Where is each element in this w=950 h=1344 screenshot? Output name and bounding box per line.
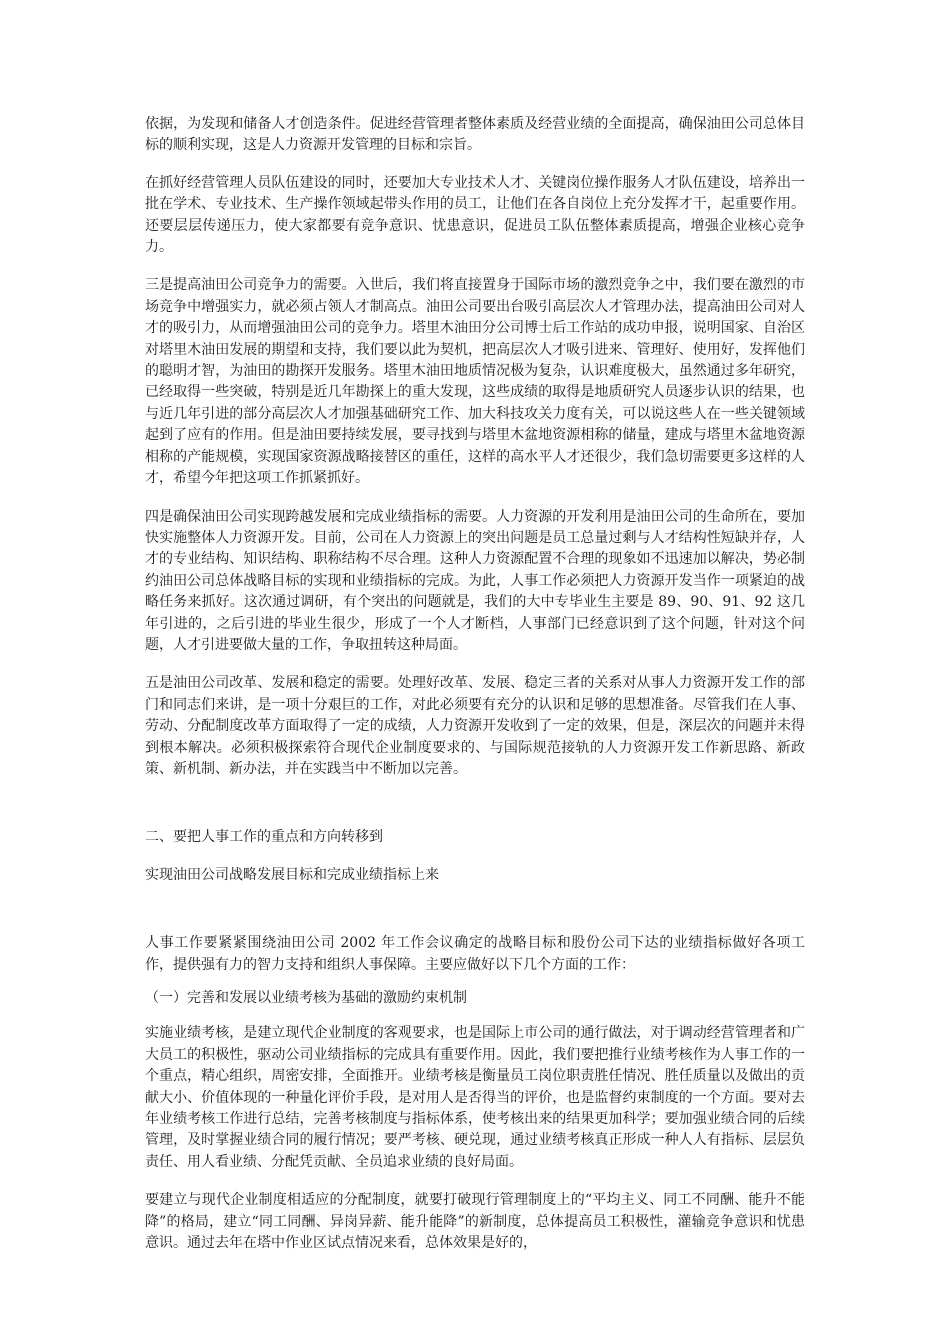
paragraph-5: 五是油田公司改革、发展和稳定的需要。处理好改革、发展、稳定三者的关系对从事人力资源开发工作的部门和同志们来讲，是一项十分艰巨的工作，对此必须要有充分的认识和足够的思想准备。尽管我们在人事、劳动、分配制度改革方面取得了一定的成绩，人力资源开发收到了一定的效果，但是，深层次的问题并未得到根本解决。必须积极探索符合现代企业制度要求的、与国际规范接轨的人力资源开发工作新思路、新政策、新机制、新办法，并在实践当中不断加以完善。 — [145, 675, 805, 777]
section-heading-line-1: 二、要把人事工作的重点和方向转移到 — [145, 829, 383, 846]
section-heading-line-2: 实现油田公司战略发展目标和完成业绩指标上来 — [145, 866, 439, 883]
paragraph-3: 三是提高油田公司竞争力的需要。入世后，我们将直接置身于国际市场的激烈竞争之中，我们要在激烈的市场竞争中增强实力，就必须占领人才制高点。油田公司要出台吸引高层次人才管理办法，提高油田公司对人才的吸引力，从而增强油田公司的竞争力。塔里木油田分公司博士后工作站的成功申报，说明国家、自治区对塔里木油田发展的期望和支持，我们要以此为契机，把高层次人才吸引进来、管理好、使用好，发挥他们的聪明才智，为油田的勘探开发服务。塔里木油田地质情况极为复杂，认识难度极大，虽然通过多年研究，已经取得一些突破，特别是近几年勘探上的重大发现，这些成绩的取得是地质研究人员逐步认识的结果，也与近几年引进的部分高层次人才加强基础研究工作、加大科技攻关力度有关，可以说这些人在一些关键领域起到了应有的作用。但是油田要持续发展，要寻找到与塔里木盆地资源相称的储量，建成与塔里木盆地资源相称的产能规模，实现国家资源战略接替区的重任，这样的高水平人才还很少，我们急切需要更多这样的人才，希望今年把这项工作抓紧抓好。 — [145, 277, 805, 487]
paragraph-4: 四是确保油田公司实现跨越发展和完成业绩指标的需要。人力资源的开发利用是油田公司的生命所在，要加快实施整体人力资源开发。目前，公司在人力资源上的突出问题是员工总量过剩与人才结构性短缺并存，人才的专业结构、知识结构、职称结构不尽合理。这种人力资源配置不合理的现象如不迅速加以解决，势必制约油田公司总体战略目标的实现和业绩指标的完成。为此，人事工作必须把人力资源开发当作一项紧迫的战略任务来抓好。这次通过调研，有个突出的问题就是，我们的大中专毕业生主要是 89、90、91、92 这几年引进的，之后引进的毕业生很少，形成了一个人才断档，人事部门已经意识到了这个问题，针对这个问题，人才引进要做大量的工作，争取扭转这种局面。 — [145, 508, 805, 653]
paragraph-1: 依据，为发现和储备人才创造条件。促进经营管理者整体素质及经营业绩的全面提高，确保油田公司总体目标的顺利实现，这是人力资源开发管理的目标和宗旨。 — [145, 116, 805, 154]
document-page — [145, 114, 805, 1254]
paragraph-2: 在抓好经营管理人员队伍建设的同时，还要加大专业技术人才、关键岗位操作服务人才队伍建设，培养出一批在学术、专业技术、生产操作领域起带头作用的员工，让他们在各自岗位上充分发挥才干，起重要作用。还要层层传递压力，使大家都要有竞争意识、忧患意识，促进员工队伍整体素质提高，增强企业核心竞争力。 — [145, 174, 805, 256]
paragraph-8: 要建立与现代企业制度相适应的分配制度，就要打破现行管理制度上的“平均主义、同工不同酬、能升不能降”的格局，建立“同工同酬、异岗异薪、能升能降”的新制度，总体提高员工积极性，灌输竞争意识和忧患意识。通过去年在塔中作业区试点情况来看，总体效果是好的， — [145, 1192, 805, 1252]
subsection-heading: （一）完善和发展以业绩考核为基础的激励约束机制 — [145, 990, 467, 1006]
paragraph-7: 实施业绩考核，是建立现代企业制度的客观要求，也是国际上市公司的通行做法，对于调动经营管理者和广大员工的积极性，驱动公司业绩指标的完成具有重要作用。因此，我们要把推行业绩考核作为人事工作的一个重点，精心组织，周密安排，全面推开。业绩考核是衡量员工岗位职责胜任情况、胜任质量以及做出的贡献大小、价值体现的一种量化评价手段，是对用人是否得当的评价，也是监督约束制度的一个方面。要对去年业绩考核工作进行总结，完善考核制度与指标体系，使考核出来的结果更加科学；要加强业绩合同的后续管理，及时掌握业绩合同的履行情况；要严考核、硬兑现，通过业绩考核真正形成一种人人有指标、层层负责任、用人看业绩、分配凭贡献、全员追求业绩的良好局面。 — [145, 1025, 805, 1170]
paragraph-6: 人事工作要紧紧围绕油田公司 2002 年工作会议确定的战略目标和股份公司下达的业绩指标做好各项工作，提供强有力的智力支持和组织人事保障。主要应做好以下几个方面的工作： — [145, 935, 805, 973]
